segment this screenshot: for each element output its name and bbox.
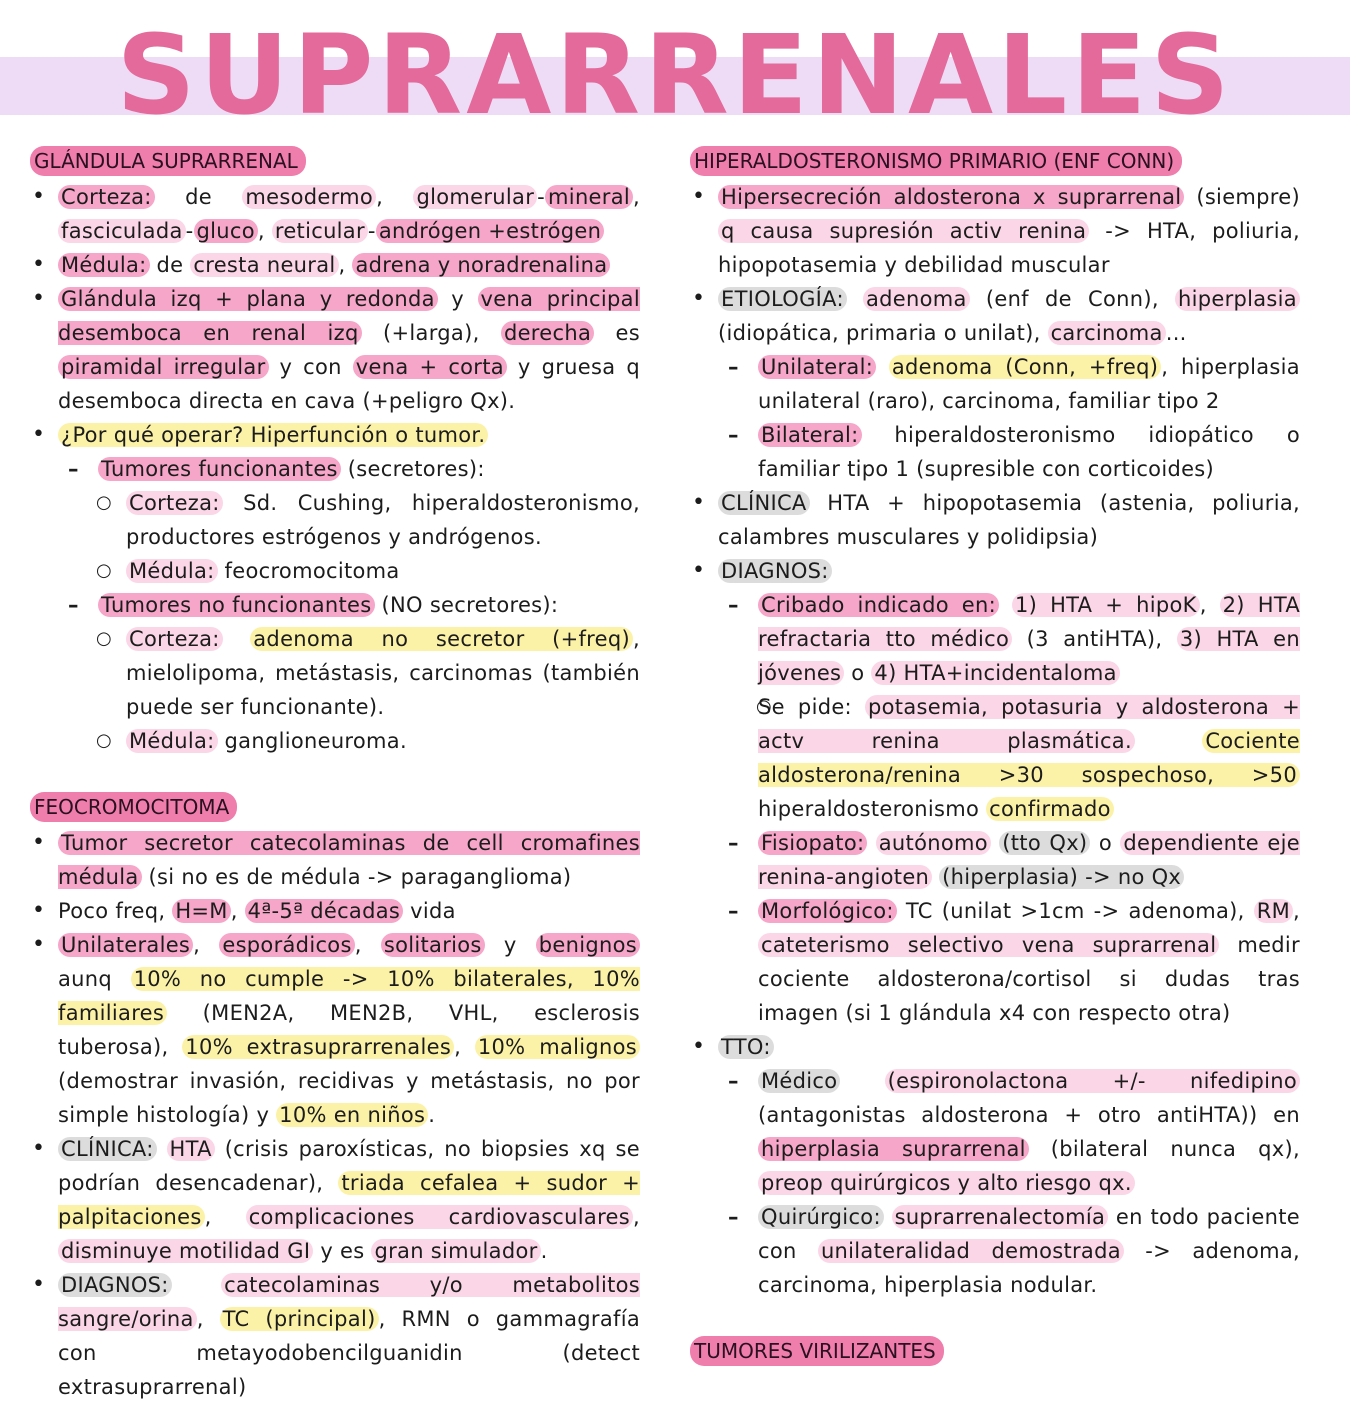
list-item: • DIAGNOS: <box>690 554 1300 588</box>
list-item: ○ Médula: ganglioneuroma. <box>30 724 640 758</box>
list-item: • DIAGNOS: catecolaminas y/o metabolitos sangre/orina , TC (principal) , RMN o gammagrafía con metayodobencilguanidin (detect extrasuprarrenal) <box>30 1268 640 1404</box>
list-item: • CLÍNICA HTA + hipopotasemia (astenia, poliuria, calambres musculares y polidipsia) <box>690 486 1300 554</box>
list-item: • CLÍNICA: HTA (crisis paroxísticas, no biopsies xq se podrían desencadenar), triada cefalea + sudor + palpitaciones , complicaciones cardiovasculares , disminuye motilidad GI y es gran simulador . <box>30 1132 640 1268</box>
list-item: ○ Corteza: Sd. Cushing, hiperaldosteronismo, productores estrógenos y andrógenos. <box>30 486 640 554</box>
list-item: – Unilateral: adenoma (Conn, +freq) , hiperplasia unilateral (raro), carcinoma, familiar tipo 2 <box>690 350 1300 418</box>
list-item: – Cribado indicado en: 1) HTA + hipoK , 2) HTA refractaria tto médico (3 antiHTA), 3) HTA en jóvenes o 4) HTA+incidentaloma <box>690 588 1300 690</box>
list-item: • Poco freq, H=M , 4ª-5ª décadas vida <box>30 894 640 928</box>
left-column <box>30 146 640 1404</box>
list-item: • Glándula izq + plana y redonda y vena principal desemboca en renal izq (+larga), derecha es piramidal irregular y con vena + corta y gruesa q desemboca directa en cava (+peligro Qx). <box>30 282 640 418</box>
section-heading-glandula: GLÁNDULA SUPRARRENAL <box>30 146 306 176</box>
section-heading-feocromocitoma: FEOCROMOCITOMA <box>30 792 237 822</box>
glandula-list <box>30 180 640 758</box>
list-item: – Fisiopato: autónomo (tto Qx) o dependiente eje renina-angioten (hiperplasia) -> no Qx <box>690 826 1300 894</box>
list-item: ○ Médula: feocromocitoma <box>30 554 640 588</box>
list-item: – Tumores no funcionantes (NO secretores): <box>30 588 640 622</box>
list-item: • Unilaterales , esporádicos , solitarios y benignos aunq 10% no cumple -> 10% bilaterales, 10% familiares (MEN2A, MEN2B, VHL, esclerosis tuberosa), 10% extrasuprarrenales , 10% malignos (demostrar invasión, recidivas y metástasis, no por simple histología) y 10% en niños . <box>30 928 640 1132</box>
list-item: – Tumores funcionantes (secretores): <box>30 452 640 486</box>
list-item: • ETIOLOGÍA: adenoma (enf de Conn), hiperplasia (idiopática, primaria o unilat), carcinoma ... <box>690 282 1300 350</box>
list-item: • ¿Por qué operar? Hiperfunción o tumor. <box>30 418 640 452</box>
right-column <box>690 146 1300 1370</box>
list-item: • Hipersecreción aldosterona x suprarrenal (siempre) q causa supresión activ renina -> HTA, poliuria, hipopotasemia y debilidad muscular <box>690 180 1300 282</box>
list-item: – Médico (espironolactona +/- nifedipino (antagonistas aldosterona + otro antiHTA)) en hiperplasia suprarrenal (bilateral nunca qx), preop quirúrgicos y alto riesgo qx. <box>690 1064 1300 1200</box>
list-item: ○ Corteza: adenoma no secretor (+freq) , mielolipoma, metástasis, carcinomas (también puede ser funcionante). <box>30 622 640 724</box>
list-item: • Médula: de cresta neural , adrena y noradrenalina <box>30 248 640 282</box>
list-item: – Bilateral: hiperaldosteronismo idiopático o familiar tipo 1 (supresible con corticoides) <box>690 418 1300 486</box>
list-item: • Tumor secretor catecolaminas de cell cromafines médula (si no es de médula -> paraganglioma) <box>30 826 640 894</box>
feo-list <box>30 826 640 1404</box>
list-item: • Corteza: de mesodermo , glomerular - mineral , fasciculada - gluco , reticular - andrógen +estrógen <box>30 180 640 248</box>
list-item: – Quirúrgico: suprarrenalectomía en todo paciente con unilateralidad demostrada -> adenoma, carcinoma, hiperplasia nodular. <box>690 1200 1300 1302</box>
conn-list <box>690 180 1300 1302</box>
list-item: • TTO: <box>690 1030 1300 1064</box>
page-title: SUPRARRENALES <box>116 11 1234 139</box>
list-item: ○ Se pide: potasemia, potasuria y aldosterona + actv renina plasmática. Cociente aldosterona/renina >30 sospechoso, >50 hiperaldosteronismo confirmado <box>690 690 1300 826</box>
section-heading-conn: HIPERALDOSTERONISMO PRIMARIO (ENF CONN) <box>690 146 1182 176</box>
list-item: – Morfológico: TC (unilat >1cm -> adenoma), RM , cateterismo selectivo vena suprarrenal medir cociente aldosterona/cortisol si dudas tras imagen (si 1 glándula x4 con respecto otra) <box>690 894 1300 1030</box>
section-heading-virilizantes: TUMORES VIRILIZANTES <box>690 1336 944 1366</box>
